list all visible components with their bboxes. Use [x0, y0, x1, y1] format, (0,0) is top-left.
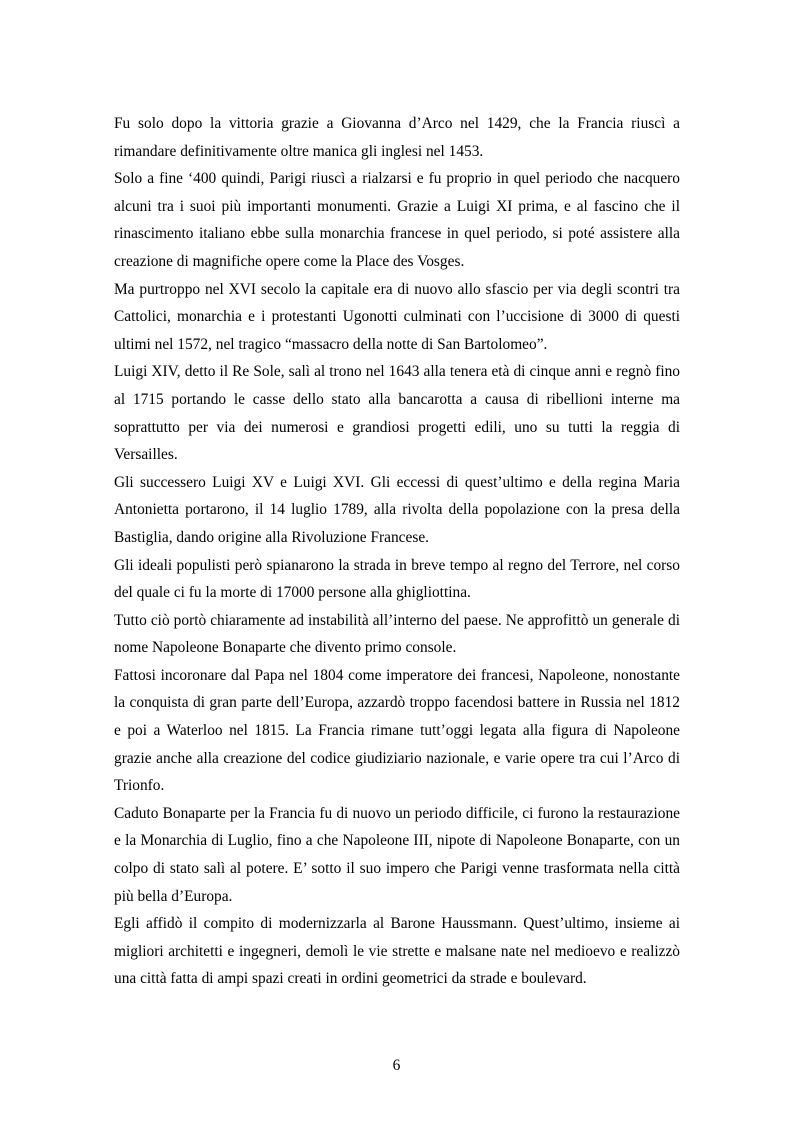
paragraph-xvi-secolo: Ma purtroppo nel XVI secolo la capitale era di nuovo allo sfascio per via degli scontri tra Cattolici, monarchia e i protestanti Ugonotti culminati con l’uccisione di 3000 di questi ultimi nel 1572, nel tragico “massacro della notte di San Bartolomeo”.: [114, 280, 680, 353]
paragraph-napoleone-iii: Caduto Bonaparte per la Francia fu di nuovo un periodo difficile, ci furono la restaurazione e la Monarchia di Luglio, fino a che Napoleone III, nipote di Napoleone Bonaparte, con un colpo di stato salì al potere. E’ sotto il suo impero che Parigi venne trasformata nella città più bella d’Europa.: [114, 804, 680, 905]
paragraph-luigi-xiv: Luigi XIV, detto il Re Sole, salì al trono nel 1643 alla tenera età di cinque anni e regnò fino al 1715 portando le casse dello stato alla bancarotta a causa di ribellioni interne ma soprattutto per via dei numerosi e grandiosi progetti edili, uno su tutti la reggia di Versailles.: [114, 363, 680, 464]
page-body: [114, 110, 680, 993]
paragraph-terrore: Gli ideali populisti però spianarono la strada in breve tempo al regno del Terrore, nel corso del quale ci fu la morte di 17000 persone alla ghigliottina.: [114, 556, 680, 602]
paragraph-giovanna-darco: Fu solo dopo la vittoria grazie a Giovanna d’Arco nel 1429, che la Francia riuscì a rimandare definitivamente oltre manica gli inglesi nel 1453.: [114, 115, 680, 160]
paragraph-haussmann: Egli affidò il compito di modernizzarla al Barone Haussmann. Quest’ultimo, insieme ai migliori architetti e ingegneri, demolì le vie strette e malsane nate nel medioevo e realizzò una città fatta di ampi spazi creati in ordini geometrici da strade e boulevard.: [114, 915, 680, 988]
paragraph-napoleone-console: Tutto ciò portò chiaramente ad instabilità all’interno del paese. Ne approfittò un generale di nome Napoleone Bonaparte che divento primo console.: [114, 611, 680, 657]
page-number: 6: [392, 1057, 401, 1074]
paragraph-napoleone-imperatore: Fattosi incoronare dal Papa nel 1804 come imperatore dei francesi, Napoleone, nonostante la conquista di gran parte dell’Europa, azzardò troppo facendosi battere in Russia nel 1812 e poi a Waterloo nel 1815. La Francia rimane tutt’oggi legata alla figura di Napoleone grazie anche alla creazione del codice giudiziario nazionale, e varie opere tra cui l’Arco di Trionfo.: [114, 666, 680, 795]
paragraph-luigi-xv-xvi: Gli successero Luigi XV e Luigi XVI. Gli eccessi di quest’ultimo e della regina Maria Antonietta portarono, il 14 luglio 1789, alla rivolta della popolazione con la presa della Bastiglia, dando origine alla Rivoluzione Francese.: [114, 473, 680, 546]
paragraph-fine-400: Solo a fine ‘400 quindi, Parigi riuscì a rialzarsi e fu proprio in quel periodo che nacquero alcuni tra i suoi più importanti monumenti. Grazie a Luigi XI prima, e al fascino che il rinascimento italiano ebbe sulla monarchia francese in quel periodo, si poté assistere alla creazione di magnifiche opere come la Place des Vosges.: [114, 170, 680, 270]
